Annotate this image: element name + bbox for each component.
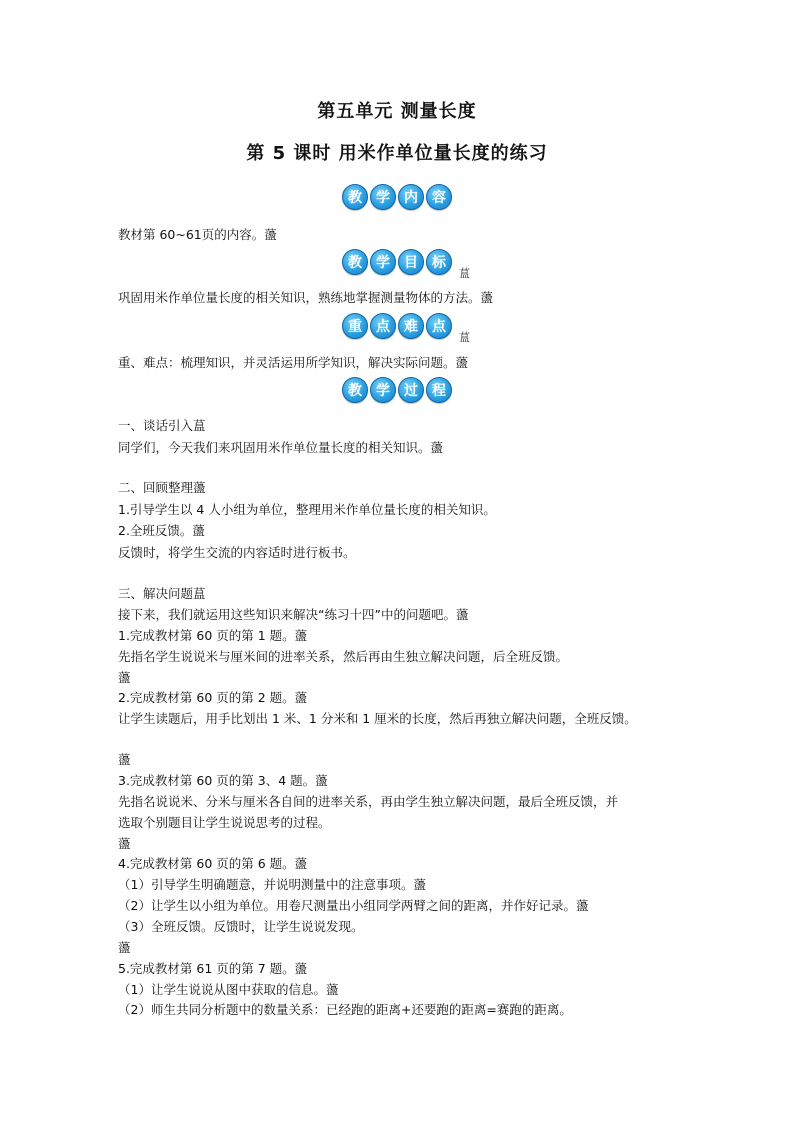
section-2-text: 反馈时，将学生交流的内容适时进行板书。: [118, 545, 356, 560]
badge-key-points: [0, 313, 794, 344]
content-text: 教材第 60~61页的内容。蘯: [118, 227, 277, 242]
badge-mark: 蒀: [459, 331, 470, 344]
unit-title: 第五单元 测量长度: [317, 101, 477, 122]
badge-char: 学: [370, 249, 396, 275]
badge-char: 学: [370, 184, 396, 210]
section-3-question-4-step-1: （1）引导学生明确题意，并说明测量中的注意事项。蘯: [118, 877, 426, 892]
badge-char: 学: [370, 377, 396, 403]
section-3-question-4-step-2: （2）让学生以小组为单位。用卷尺测量出小组同学两臂之间的距离，并作好记录。蘯: [118, 898, 589, 913]
badge-char: 教: [342, 184, 368, 210]
section-1-heading: 一、谈话引入蒀: [118, 418, 206, 433]
section-2-item-2: 2.全班反馈。蘯: [118, 523, 205, 538]
section-3-question-4-mark: 蘯: [118, 940, 131, 955]
section-3-heading: 三、解决问题蒀: [118, 586, 206, 601]
section-3-question-2: 2.完成教材第 60 页的第 2 题。蘯: [118, 690, 308, 705]
lesson-title: 第 5 课时 用米作单位量长度的练习: [246, 143, 548, 164]
badge-char: 标: [426, 249, 452, 275]
section-3-question-2-mark: 蘯: [118, 752, 131, 767]
badge-char: 教: [342, 377, 368, 403]
section-3-question-5-step-2: （2）师生共同分析题中的数量关系：已经跑的距离+还要跑的距离=赛跑的距离。: [118, 1002, 572, 1017]
goal-text: 巩固用米作单位量长度的相关知识，熟练地掌握测量物体的方法。蘯: [118, 290, 494, 305]
key-text: 重、难点：梳理知识，并灵活运用所学知识，解决实际问题。蘯: [118, 355, 469, 370]
badge-teaching-goal: [0, 249, 794, 280]
section-3-question-1-text: 先指名学生说说米与厘米间的进率关系，然后再由生独立解决问题，后全班反馈。: [118, 649, 569, 664]
badge-mark: 蒀: [459, 267, 470, 280]
badge-char: 重: [342, 313, 368, 339]
section-2-heading: 二、回顾整理蘯: [118, 480, 206, 495]
section-1-text: 同学们，今天我们来巩固用米作单位量长度的相关知识。蘯: [118, 440, 444, 455]
badge-char: 目: [398, 249, 424, 275]
section-3-question-5: 5.完成教材第 61 页的第 7 题。蘯: [118, 961, 308, 976]
section-3-question-3-text-cont: 选取个别题目让学生说说思考的过程。: [118, 815, 331, 830]
section-3-question-1: 1.完成教材第 60 页的第 1 题。蘯: [118, 628, 308, 643]
badge-char: 点: [426, 313, 452, 339]
section-3-question-2-text: 让学生读题后，用手比划出 1 米、1 分米和 1 厘米的长度，然后再独立解决问题，全班反馈。: [118, 711, 637, 726]
section-3-question-1-mark: 蘯: [118, 670, 131, 685]
badge-char: 内: [398, 184, 424, 210]
section-2-item-1: 1.引导学生以 4 人小组为单位，整理用米作单位量长度的相关知识。: [118, 502, 496, 517]
section-3-question-4: 4.完成教材第 60 页的第 6 题。蘯: [118, 856, 308, 871]
section-3-question-3-text: 先指名说说米、分米与厘米各自间的进率关系，再由学生独立解决问题，最后全班反馈，并: [118, 794, 619, 809]
section-3-question-4-step-3: （3）全班反馈。反馈时，让学生说说发现。: [118, 919, 364, 934]
badge-char: 难: [398, 313, 424, 339]
section-3-intro: 接下来，我们就运用这些知识来解决“练习十四”中的问题吧。蘯: [118, 607, 469, 622]
badge-char: 过: [398, 377, 424, 403]
section-3-question-3: 3.完成教材第 60 页的第 3、4 题。蘯: [118, 773, 328, 788]
badge-char: 程: [426, 377, 452, 403]
badge-char: 点: [370, 313, 396, 339]
section-3-question-5-step-1: （1）让学生说说从图中获取的信息。蘯: [118, 982, 339, 997]
badge-char: 容: [426, 184, 452, 210]
badge-teaching-process: [0, 377, 794, 403]
badge-char: 教: [342, 249, 368, 275]
badge-teaching-content: [0, 184, 794, 210]
section-3-question-3-mark: 蘯: [118, 836, 131, 851]
